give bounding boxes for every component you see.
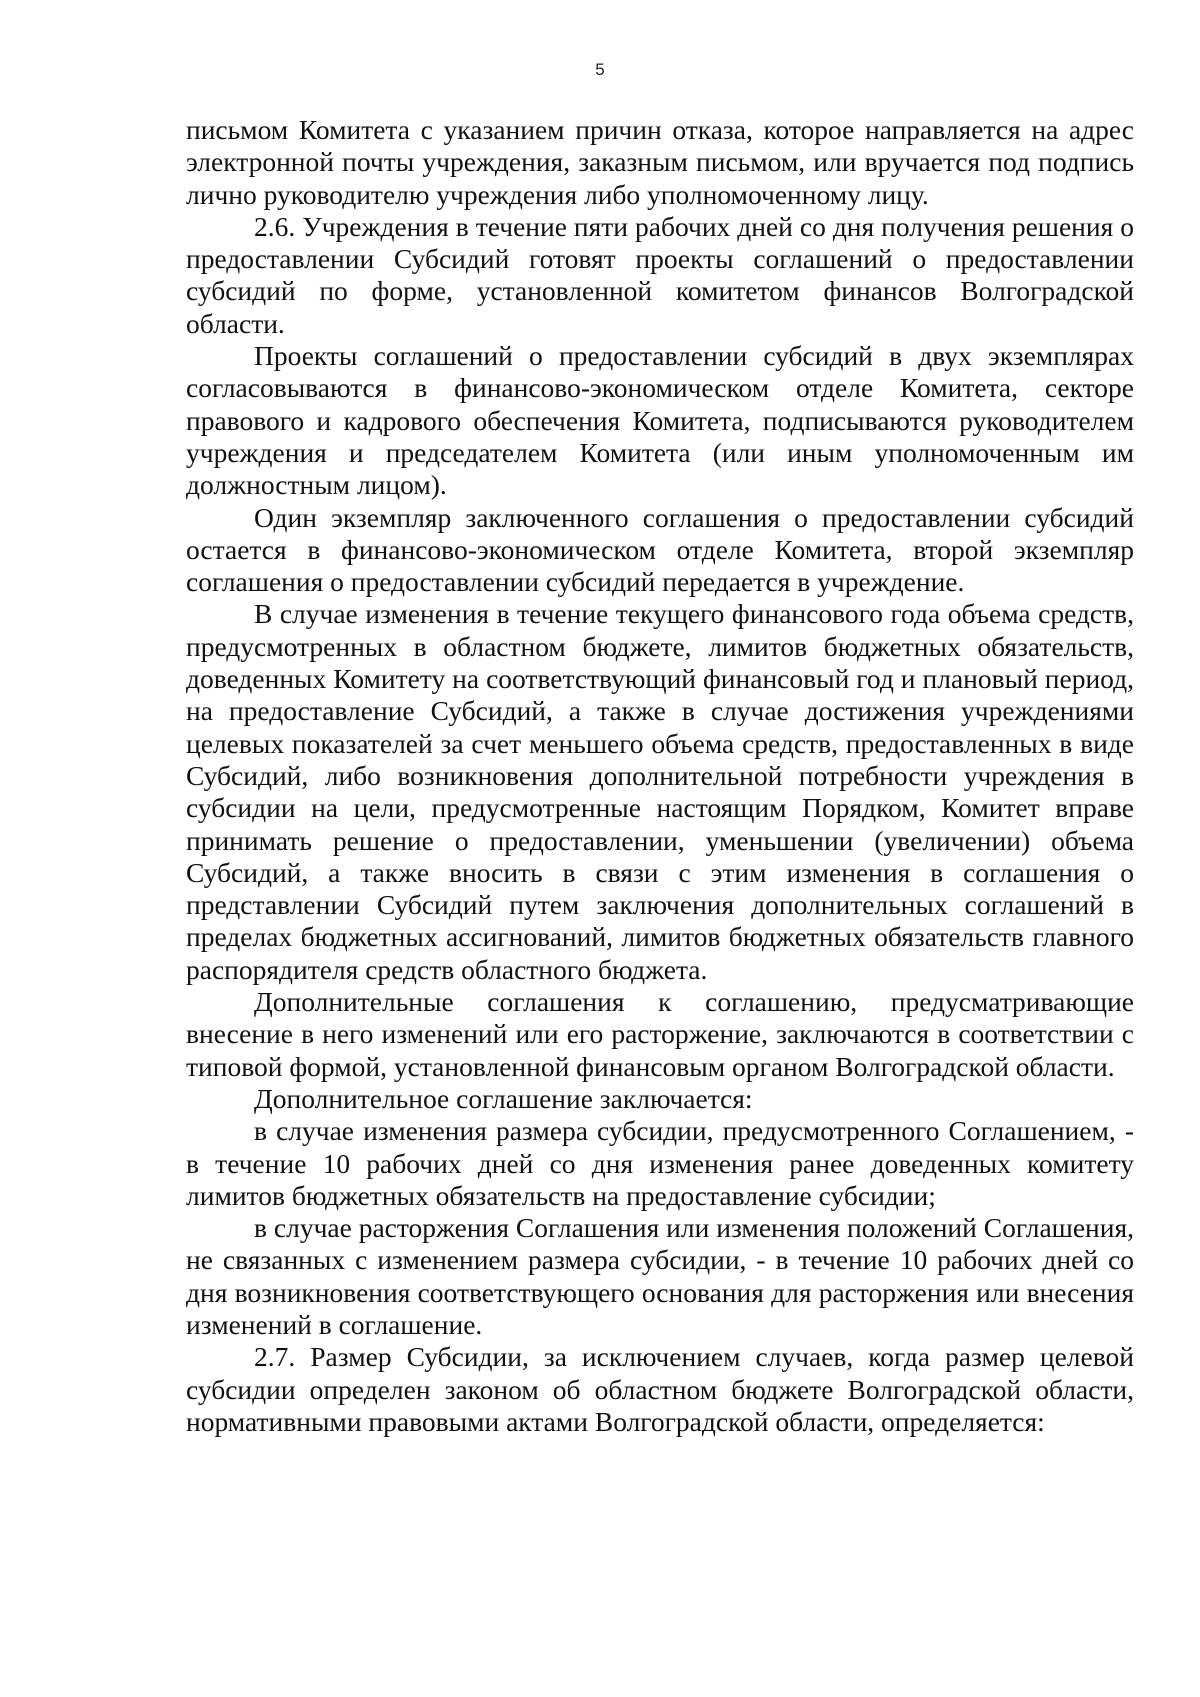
- paragraph-agreement-copies: Один экземпляр заключенного соглашения о предоставлении субсидий остается в финансово-экономическом отделе Комитета, второй экземпляр соглашения о предоставлении субсидий передается в учреждение.: [186, 501, 1134, 598]
- paragraph-2-6: 2.6. Учреждения в течение пяти рабочих дней со дня получения решения о предоставлении Субсидий готовят проекты соглашений о предоставлении субсидий по форме, установленной комитетом финансов Волгоградской области.: [186, 210, 1134, 339]
- paragraph-additional-agreement-intro: Дополнительное соглашение заключается:: [254, 1082, 753, 1114]
- page-number: 5: [595, 60, 605, 79]
- paragraph-2-7: 2.7. Размер Субсидии, за исключением случаев, когда размер целевой субсидии определен законом об областном бюджете Волгоградской области, нормативными правовыми актами Волгоградской области, определяется:: [186, 1341, 1134, 1437]
- paragraph-refusal-letter: письмом Комитета с указанием причин отказа, которое направляется на адрес электронной почты учреждения, заказным письмом, или вручается под подпись лично руководителю учреждения либо уполномоченному лицу.: [186, 114, 1134, 210]
- paragraph-agreement-termination: в случае расторжения Соглашения или изменения положений Соглашения, не связанных с изменением размера субсидии, - в течение 10 рабочих дней со дня возникновения соответствующего основания для расторжения или внесения изменений в соглашение.: [186, 1212, 1134, 1340]
- paragraph-subsidy-size-change: в случае изменения размера субсидии, предусмотренного Соглашением, - в течение 10 рабочих дней со дня изменения ранее доведенных комитету лимитов бюджетных обязательств на предоставление субсидии;: [186, 1115, 1134, 1211]
- paragraph-agreement-drafts: Проекты соглашений о предоставлении субсидий в двух экземплярах согласовываются в финансово-экономическом отделе Комитета, секторе правового и кадрового обеспечения Комитета, подписываются руководителем учреждения и председателем Комитета (или иным уполномоченным им должностным лицом).: [186, 340, 1134, 501]
- paragraph-additional-agreements: Дополнительные соглашения к соглашению, предусматривающие внесение в него изменений или его расторжение, заключаются в соответствии с типовой формой, установленной финансовым органом Волгоградской области.: [186, 986, 1134, 1082]
- paragraph-budget-changes: В случае изменения в течение текущего финансового года объема средств, предусмотренных в областном бюджете, лимитов бюджетных обязательств, доведенных Комитету на соответствующий финансовый год и плановый период, на предоставление Субсидий, а также в случае достижения учреждениями целевых показателей за счет меньшего объема средств, предоставленных в виде Субсидий, либо возникновения дополнительной потребности учреждения в субсидии на цели, предусмотренные настоящим Порядком, Комитет вправе принимать решение о предоставлении, уменьшении (увеличении) объема Субсидий, а также вносить в связи с этим изменения в соглашения о представлении Субсидий путем заключения дополнительных соглашений в пределах бюджетных ассигнований, лимитов бюджетных обязательств главного распорядителя средств областного бюджета.: [186, 598, 1134, 985]
- document-body: [186, 114, 1134, 1438]
